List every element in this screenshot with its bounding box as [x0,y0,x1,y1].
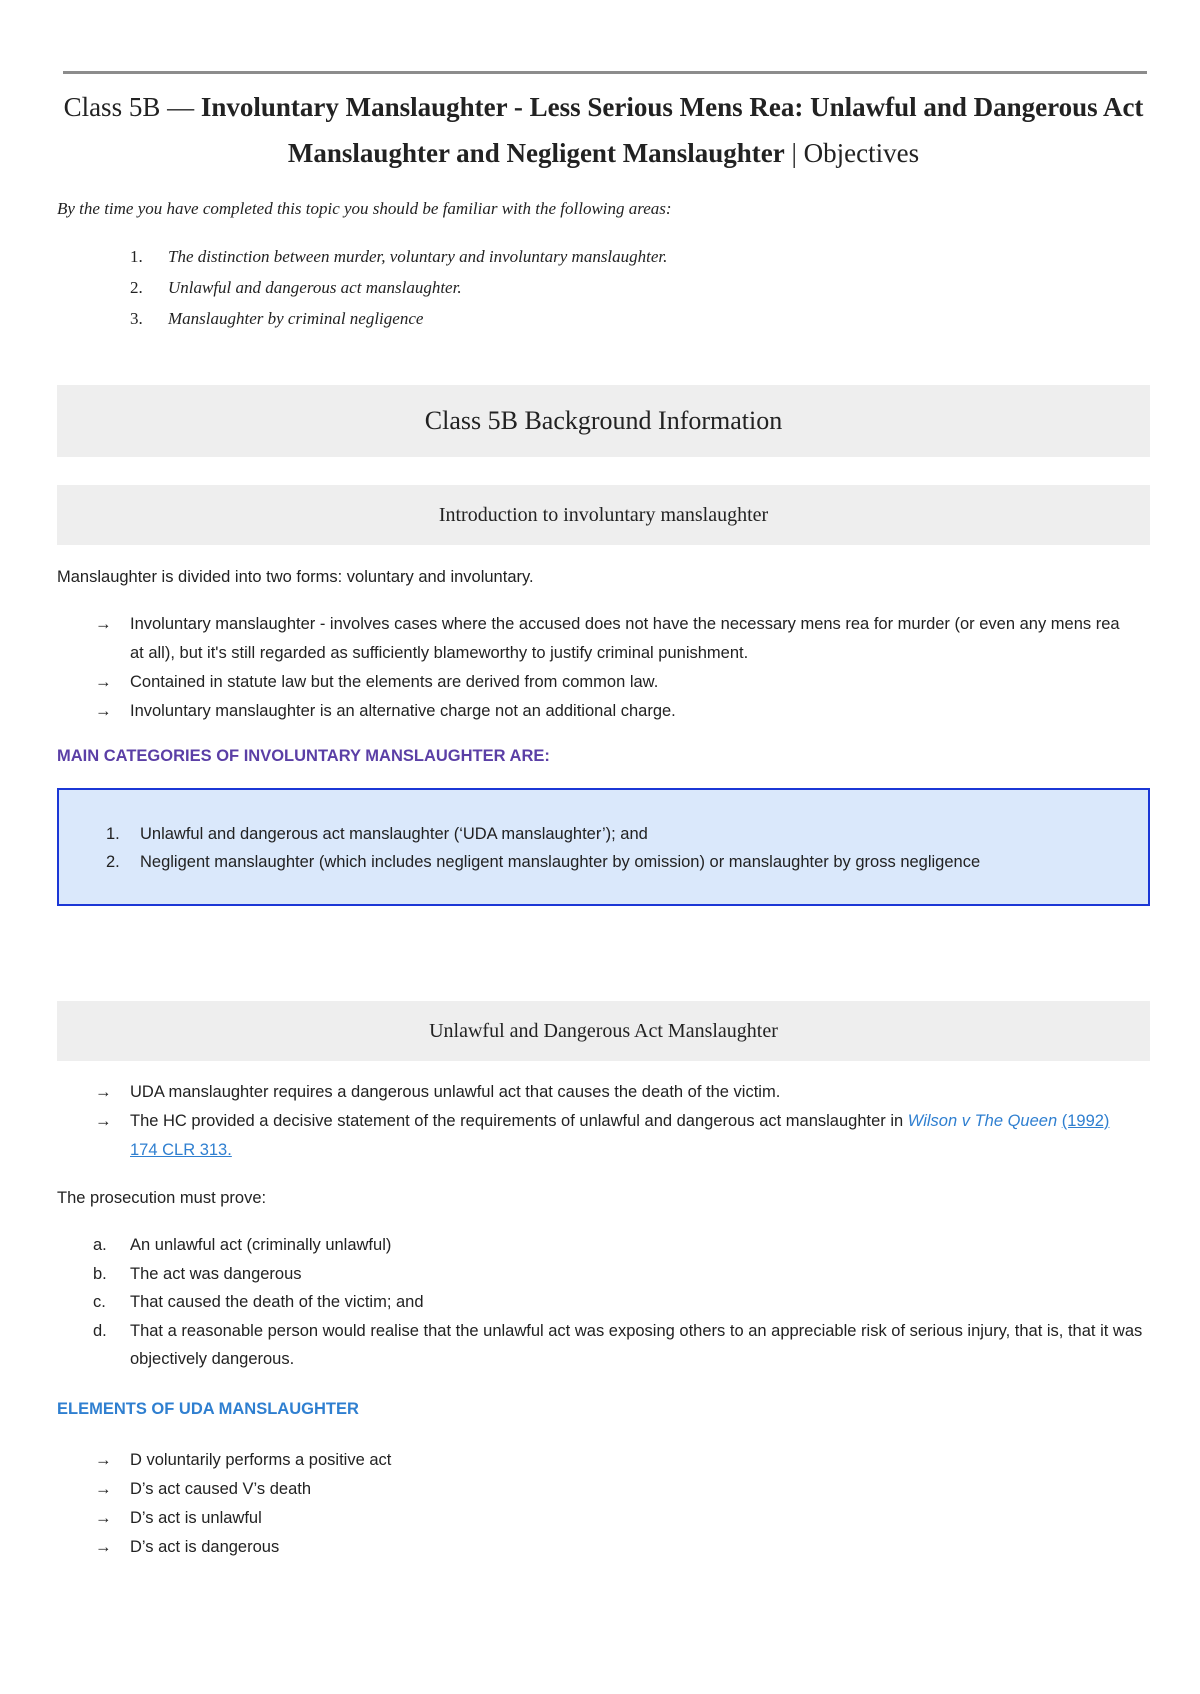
list-item [106,848,980,876]
list-item [93,1231,1143,1260]
list-text: D’s act is unlawful [130,1509,262,1527]
objectives-intro: By the time you have completed this topic you should be familiar with the following areas: [57,199,672,218]
list-number: 3. [130,309,143,328]
list-item [130,247,667,278]
categories-list [106,820,980,876]
categories-callout [57,788,1150,906]
list-item [130,278,667,309]
list-text: D’s act caused V’s death [130,1480,312,1498]
top-divider [63,71,1147,74]
list-text: Involuntary manslaughter is an alternative charge not an additional charge. [130,702,676,720]
arrow-icon: → [95,1112,112,1130]
list-text: The distinction between murder, voluntary and involuntary manslaughter. [168,247,668,266]
section-heading-uda: Unlawful and Dangerous Act Manslaughter [57,1001,1150,1061]
case-intro-text: The HC provided a decisive statement of the requirements of unlawful and dangerous act manslaughter in [130,1112,904,1130]
arrow-icon: → [95,1509,112,1527]
title-main: Involuntary Manslaughter - Less Serious Mens Rea: Unlawful and Dangerous Act Manslaughter and Negligent Manslaughter [200,92,1144,168]
arrow-icon: → [95,1538,112,1556]
list-item [130,309,667,340]
list-item [95,697,1135,726]
list-item [95,1078,1135,1107]
intro-points [95,610,1135,726]
list-letter: d. [93,1321,107,1340]
list-item [95,668,1135,697]
intro-lead: Manslaughter is divided into two forms: voluntary and involuntary. [57,568,534,586]
title-separator: | [791,138,797,168]
page-title [57,84,1150,176]
categories-heading: MAIN CATEGORIES OF INVOLUNTARY MANSLAUGHTER ARE: [57,747,550,765]
list-text: Negligent manslaughter (which includes negligent manslaughter by omission) or manslaughter by gross negligence [140,853,981,871]
arrow-icon: → [95,1480,112,1498]
list-text: Unlawful and dangerous act manslaughter (‘UDA manslaughter’); and [140,825,648,843]
list-item [95,1446,695,1475]
list-text: D voluntarily performs a positive act [130,1451,392,1469]
arrow-icon: → [95,1083,112,1101]
list-item [95,1504,695,1533]
arrow-icon: → [95,1451,112,1469]
requirements-list [93,1231,1143,1374]
list-text: That caused the death of the victim; and [130,1293,424,1311]
list-text: An unlawful act (criminally unlawful) [130,1236,392,1254]
list-number: 1. [106,825,120,843]
list-number: 1. [130,247,143,266]
list-text: That a reasonable person would realise that the unlawful act was exposing others to an appreciable risk of serious injury, that is, that it was objectively dangerous. [130,1321,1143,1368]
uda-points [95,1078,1135,1165]
list-text: The act was dangerous [130,1264,302,1283]
list-letter: b. [93,1264,107,1283]
section-heading-intro: Introduction to involuntary manslaughter [57,485,1150,545]
elements-heading: ELEMENTS OF UDA MANSLAUGHTER [57,1400,359,1418]
title-prefix: Class 5B — [63,92,195,122]
list-letter: c. [93,1293,106,1311]
list-text: Manslaughter by criminal negligence [168,309,424,328]
objectives-list [130,247,667,340]
arrow-icon: → [95,702,112,720]
list-number: 2. [106,853,120,871]
list-text [130,1107,1135,1165]
case-citation-link[interactable]: (1992) 174 CLR 313. [130,1112,1110,1159]
list-item [93,1317,1143,1374]
list-text: Involuntary manslaughter - involves cases where the accused does not have the necessary mens rea for murder (or even any mens rea at all), but it's still regarded as sufficiently blameworthy to justify criminal punishment. [130,615,1120,662]
list-item [106,820,980,848]
list-item [95,1107,1135,1165]
list-text: D’s act is dangerous [130,1538,280,1556]
list-number: 2. [130,278,143,297]
list-item [95,610,1135,668]
arrow-icon: → [95,615,112,633]
list-letter: a. [93,1236,107,1254]
section-heading-background: Class 5B Background Information [57,385,1150,457]
list-text: UDA manslaughter requires a dangerous unlawful act that causes the death of the victim. [130,1083,781,1101]
prosecution-lead: The prosecution must prove: [57,1189,267,1207]
case-name-link[interactable]: Wilson v The Queen [907,1112,1058,1130]
list-text: Contained in statute law but the elements are derived from common law. [130,673,659,691]
title-suffix: Objectives [803,138,920,168]
elements-list [95,1446,695,1562]
list-item [95,1475,695,1504]
list-item [93,1288,1143,1317]
list-text: Unlawful and dangerous act manslaughter. [168,278,462,297]
list-item [95,1533,695,1562]
arrow-icon: → [95,673,112,691]
list-item [93,1260,1143,1289]
